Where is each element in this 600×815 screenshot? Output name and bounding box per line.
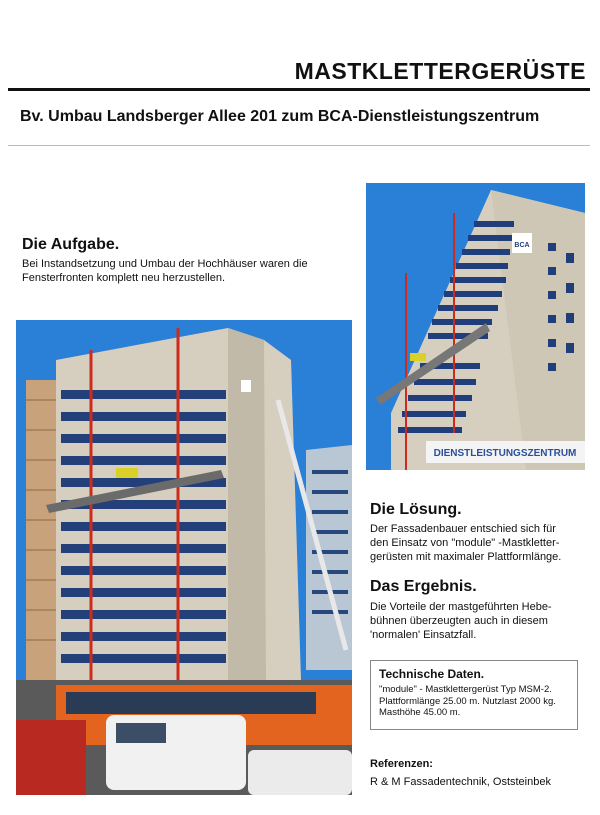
technical-data-line: Masthöhe 45.00 m. [379,707,461,718]
project-subtitle: Bv. Umbau Landsberger Allee 201 zum BCA-Dienstleistungszentrum [20,108,540,125]
technical-data-line: "module" - Mastklettergerüst Typ MSM-2. [379,684,552,695]
references-text: R & M Fassadentechnik, Oststeinbek [370,776,551,788]
svg-text:BCA: BCA [514,242,530,249]
building-banner-text: DIENSTLEISTUNGSZENTRUM [433,448,577,459]
building-photo-top-right [366,183,585,470]
building-photo-left [16,320,352,795]
subtitle-rule [8,145,590,146]
aufgabe-heading: Die Aufgabe. [22,236,120,253]
page-title: MASTKLETTERGERÜSTE [294,58,586,84]
title-rule [8,88,590,91]
aufgabe-line-2: Fensterfronten komplett neu herzustellen. [22,272,226,284]
technical-data-title: Technische Daten. [379,667,485,681]
aufgabe-line-1: Bei Instandsetzung und Umbau der Hochhäuser waren die [22,258,308,270]
ergebnis-heading: Das Ergebnis. [370,578,477,595]
ergebnis-line-1: Die Vorteile der mastgeführten Hebe- [370,601,552,613]
ergebnis-line-3: 'normalen' Einsatzfall. [370,629,477,641]
references-title: Referenzen: [370,758,433,770]
ergebnis-line-2: bühnen überzeugten auch in diesem [370,615,548,627]
loesung-line-1: Der Fassadenbauer entschied sich für [370,523,556,535]
loesung-line-2: den Einsatz von "module" -Mastkletter- [370,537,560,549]
technical-data-line: Plattformlänge 25.00 m. Nutzlast 2000 kg. [379,695,556,707]
loesung-heading: Die Lösung. [370,501,462,518]
loesung-line-3: gerüsten mit maximaler Plattformlänge. [370,551,562,563]
technical-data-box [370,660,578,730]
